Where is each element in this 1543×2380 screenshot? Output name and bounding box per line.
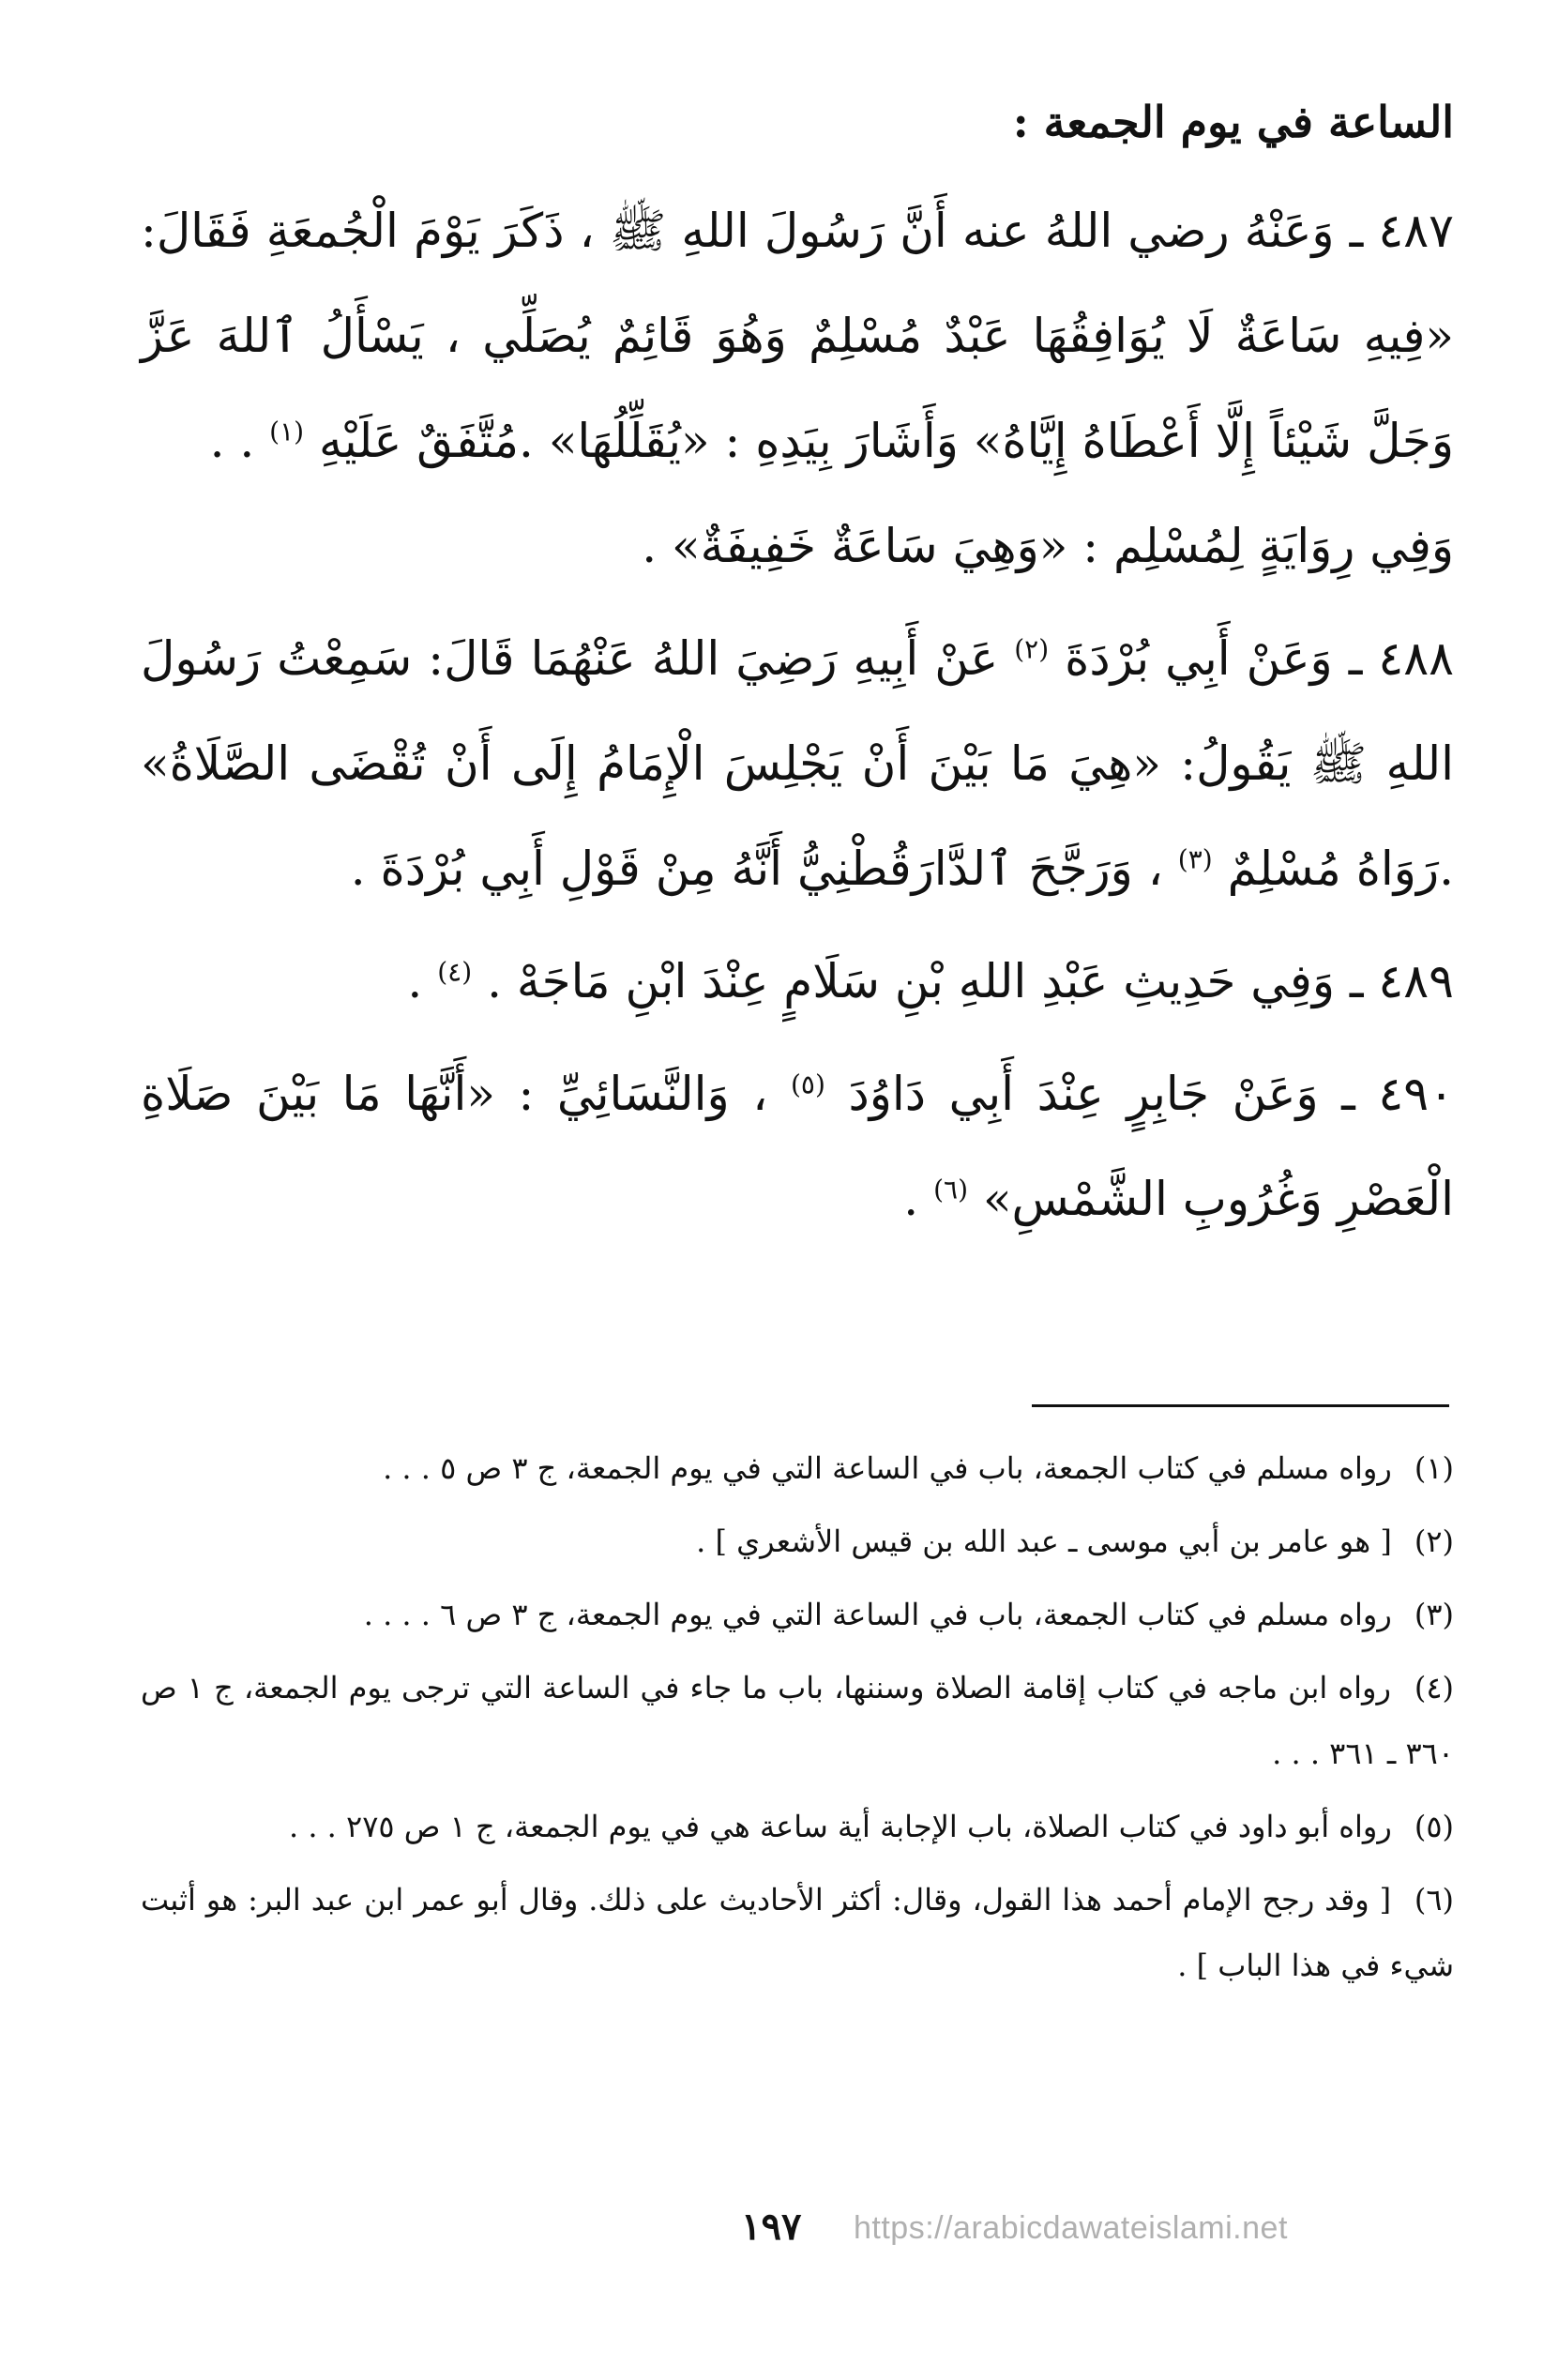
footnote-3 [141, 1582, 1454, 1647]
hadith-text-end: . [407, 954, 423, 1008]
footnotes [141, 1435, 1454, 2006]
hadith-488 [141, 606, 1454, 921]
footnote-4 [141, 1655, 1454, 1786]
hadith-text-3: ، وَرَجَّحَ ٱلدَّارَقُطْنِيُّ أَنَّهُ مِنْ قَوْلِ أَبِي بُرْدَةَ . [350, 841, 1163, 896]
footnote-number: (٣) [1414, 1597, 1454, 1632]
riwaya-muslim: وَفِي رِوَايَةٍ لِمُسْلِم : «وَهِيَ سَاعَةٌ خَفِيفَةٌ» . [642, 519, 1454, 573]
footnote-1 [141, 1435, 1454, 1501]
footnote-number: (٢) [1414, 1524, 1454, 1559]
hadith-number: ٤٩٠ [1378, 1067, 1454, 1121]
hadith-text-end: . . [209, 414, 255, 468]
section-heading: الساعة في يوم الجمعة : [1012, 97, 1454, 147]
hadith-text: ـ وَفِي حَدِيثِ عَبْدِ اللهِ بْنِ سَلَامٍ عِنْدَ ابْنِ مَاجَهْ . [487, 954, 1364, 1008]
hadith-text: ـ وَعَنْ جَابِرٍ عِنْدَ أَبِي دَاوُدَ [848, 1067, 1355, 1121]
footnote-number: (١) [1414, 1450, 1454, 1486]
footnote-number: (٤) [1414, 1670, 1455, 1705]
watermark-url[interactable]: https://arabicdawateislami.net [854, 2210, 1288, 2246]
hadith-number: ٤٨٨ [1378, 631, 1454, 686]
hadith-number: ٤٨٩ [1378, 954, 1454, 1008]
footnote-ref-1[interactable]: (١) [269, 416, 305, 447]
hadith-text-2: ، وَالنَّسَائِيِّ : «أَنَّهَا مَا بَيْنَ صَلَاةِ الْعَصْرِ وَغُرُوبِ الشَّمْسِ» [141, 1067, 1454, 1226]
footnote-5 [141, 1794, 1454, 1859]
hadith-490 [141, 1041, 1454, 1251]
footnote-text: رواه مسلم في كتاب الجمعة، باب في الساعة التي في يوم الجمعة، ج ٣ ص ٦ . . . . [363, 1597, 1392, 1632]
footnote-6 [141, 1867, 1454, 1998]
hadith-text: ـ وَعَنْ أَبِي بُرْدَةَ [1065, 631, 1363, 686]
hadith-number: ٤٨٧ [1378, 204, 1454, 258]
footnote-divider [1032, 1404, 1449, 1407]
footnote-text: رواه مسلم في كتاب الجمعة، باب في الساعة التي في يوم الجمعة، ج ٣ ص ٥ . . . [383, 1450, 1392, 1486]
footnote-ref-6[interactable]: (٦) [933, 1174, 969, 1205]
hadith-text-end: . [903, 1172, 919, 1226]
footnote-2 [141, 1508, 1454, 1574]
footnote-text: [ هو عامر بن أبي موسى ـ عبد الله بن قيس الأشعري ] . [696, 1524, 1392, 1559]
hadith-489 [141, 929, 1454, 1034]
hadith-text-2: عَنْ أَبِيهِ رَضِيَ اللهُ عَنْهُمَا قَالَ: سَمِعْتُ رَسُولَ اللهِ ﷺ يَقُولُ: «هِيَ مَا بَيْنَ أَنْ يَجْلِسَ الْإِمَامُ إِلَى أَنْ تُقْضَى الصَّلَاةُ» .رَوَاهُ مُسْلِمٌ [141, 631, 1454, 896]
hadith-text: ـ وَعَنْهُ رضي اللهُ عنه أَنَّ رَسُولَ اللهِ ﷺ ، ذَكَرَ يَوْمَ الْجُمعَةِ فَقَالَ: «فِيهِ سَاعَةٌ لَا يُوَافِقُهَا عَبْدٌ مُسْلِمٌ وَهُوَ قَائِمٌ يُصَلِّي ، يَسْأَلُ ٱللهَ عَزَّ وَجَلَّ شَيْئاً إِلَّا أَعْطَاهُ إِيَّاهُ» وَأَشَارَ بِيَدِهِ : «يُقَلِّلُهَا» .مُتَّفَقٌ عَلَيْهِ [141, 204, 1454, 468]
footnote-ref-4[interactable]: (٤) [437, 956, 473, 988]
footnote-number: (٦) [1414, 1882, 1455, 1918]
hadith-487 [141, 178, 1454, 493]
footnote-ref-2[interactable]: (٢) [1014, 633, 1050, 665]
page-body [141, 84, 1454, 1251]
footnote-text: رواه ابن ماجه في كتاب إقامة الصلاة وسننها، باب ما جاء في الساعة التي ترجى يوم الجمعة، ج ١ ص ٣٦٠ ـ ٣٦١ . . . [141, 1670, 1454, 1771]
footnote-number: (٥) [1414, 1809, 1454, 1844]
footnote-ref-3[interactable]: (٣) [1177, 843, 1213, 875]
page-number: ١٩٧ [741, 2205, 802, 2249]
footnote-text: رواه أبو داود في كتاب الصلاة، باب الإجابة أية ساعة هي في يوم الجمعة، ج ١ ص ٢٧٥ . . . [288, 1809, 1392, 1844]
page-footer [741, 2205, 1398, 2270]
footnote-text: [ وقد رجح الإمام أحمد هذا القول، وقال: أكثر الأحاديث على ذلك. وقال أبو عمر ابن عبد البر: هو أثبت شيء في هذا الباب ] . [141, 1882, 1454, 1983]
footnote-ref-5[interactable]: (٥) [790, 1069, 825, 1100]
